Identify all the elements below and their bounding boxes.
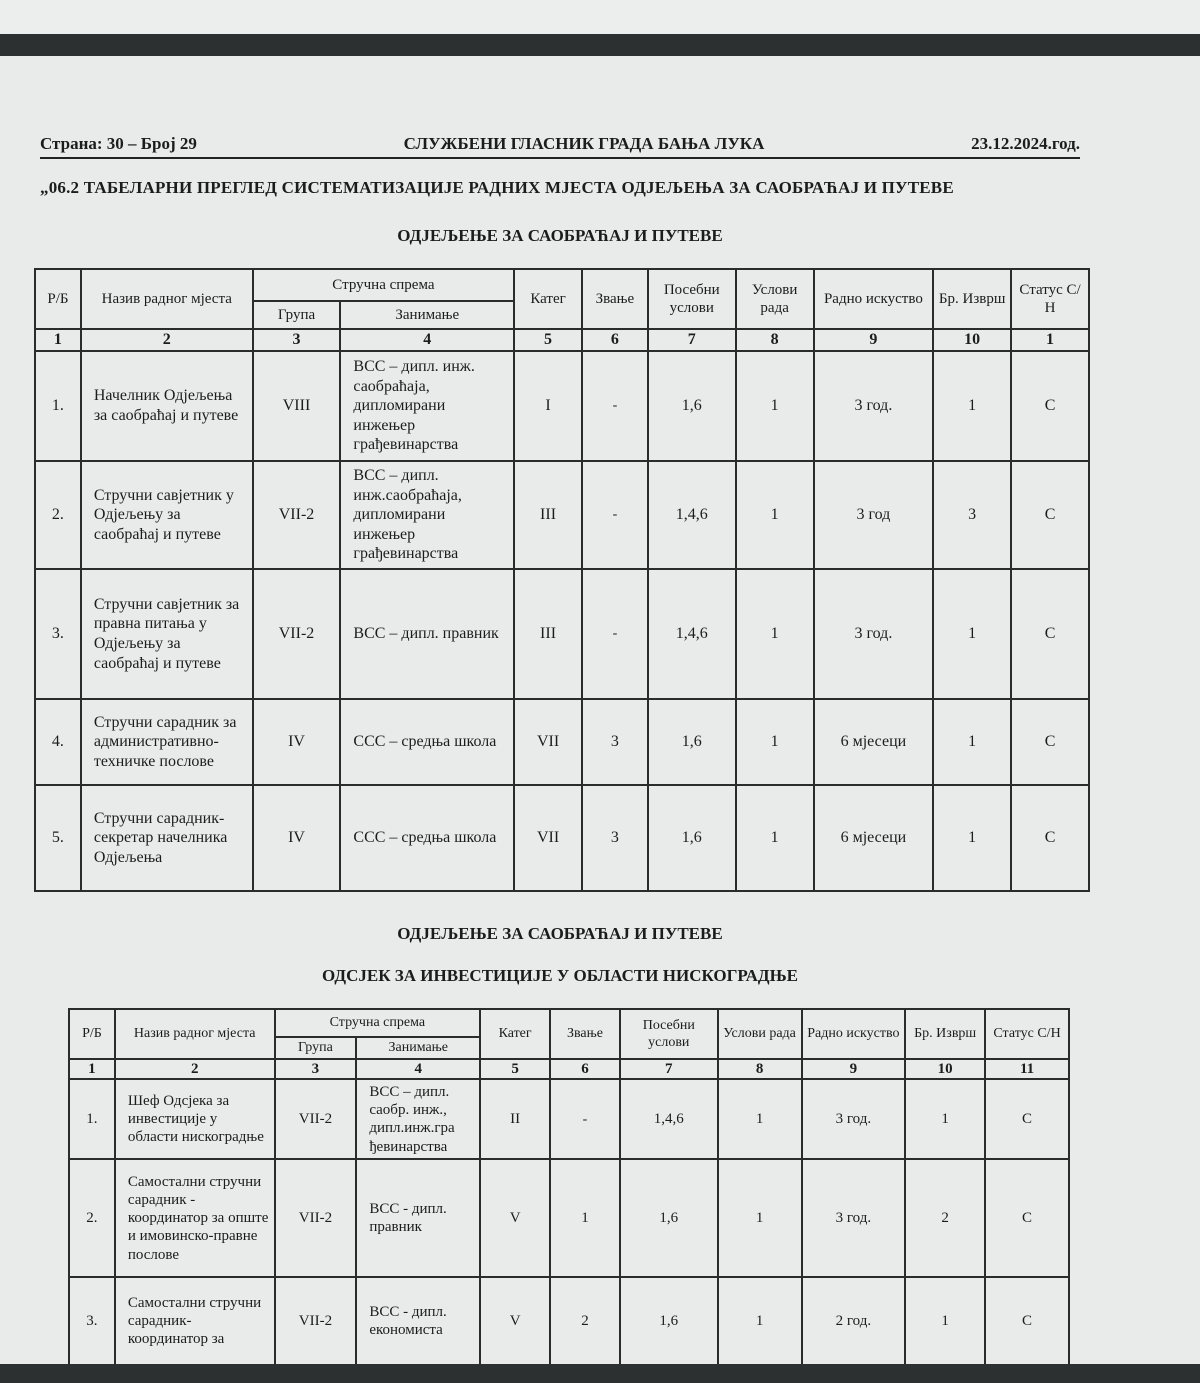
- cell-special: 1,4,6: [648, 461, 736, 569]
- th-rb: Р/Б: [35, 269, 81, 329]
- gazette-name: СЛУЖБЕНИ ГЛАСНИК ГРАДА БАЊА ЛУКА: [403, 134, 765, 153]
- cell-category: V: [480, 1277, 550, 1364]
- cell-rb: 4.: [35, 699, 81, 785]
- cell-count: 1: [933, 699, 1011, 785]
- cell-rank: -: [550, 1079, 620, 1159]
- cell-rb: 5.: [35, 785, 81, 891]
- cell-experience: 3 год.: [814, 569, 934, 699]
- col-number: 4: [340, 329, 514, 351]
- th-name: Назив радног мјеста: [115, 1009, 275, 1059]
- col-number: 9: [802, 1059, 906, 1079]
- th-occupation: Занимање: [340, 301, 514, 329]
- cell-experience: 3 год.: [802, 1159, 906, 1277]
- section1-title: ОДЈЕЉЕЊЕ ЗА САОБРАЋАЈ И ПУТЕВЕ: [397, 226, 723, 245]
- col-number: 5: [514, 329, 582, 351]
- cell-name: Шеф Одсјека за инвестиције у области нискоградње: [115, 1079, 275, 1159]
- cell-occupation: ССС – средња школа: [340, 699, 514, 785]
- cell-rb: 2.: [69, 1159, 115, 1277]
- cell-experience: 6 мјесеци: [814, 785, 934, 891]
- cell-name: Стручни савјетник за правна питања у Одјељењу за саобраћај и путеве: [81, 569, 253, 699]
- cell-work-cond: 1: [718, 1079, 802, 1159]
- cell-experience: 3 год: [814, 461, 934, 569]
- cell-count: 1: [905, 1277, 985, 1364]
- th-qualification: Стручна спрема: [253, 269, 514, 301]
- th-group: Група: [253, 301, 341, 329]
- cell-rb: 1.: [69, 1079, 115, 1159]
- th-name: Назив радног мјеста: [81, 269, 253, 329]
- table-row: [69, 1159, 1069, 1277]
- col-number: 3: [253, 329, 341, 351]
- col-number: 6: [550, 1059, 620, 1079]
- cell-special: 1,6: [620, 1277, 718, 1364]
- th-occupation: Занимање: [356, 1037, 480, 1059]
- table-row: [35, 351, 1089, 461]
- cell-occupation: ВСС - дипл. правник: [356, 1159, 480, 1277]
- cell-work-cond: 1: [718, 1277, 802, 1364]
- cell-count: 1: [905, 1079, 985, 1159]
- cell-rb: 2.: [35, 461, 81, 569]
- col-number: 5: [480, 1059, 550, 1079]
- th-category: Катег: [480, 1009, 550, 1059]
- cell-group: IV: [253, 785, 341, 891]
- cell-name: Стручни савјетник у Одјељењу за саобраћај и путеве: [81, 461, 253, 569]
- cell-status: С: [1011, 699, 1089, 785]
- cell-group: VII-2: [275, 1277, 357, 1364]
- cell-rb: 3.: [35, 569, 81, 699]
- th-status: Статус С/Н: [985, 1009, 1069, 1059]
- th-special-conditions: Посебни услови: [648, 269, 736, 329]
- cell-category: V: [480, 1159, 550, 1277]
- cell-rank: 1: [550, 1159, 620, 1277]
- th-rb: Р/Б: [69, 1009, 115, 1059]
- cell-count: 1: [933, 569, 1011, 699]
- table-row: [69, 1079, 1069, 1159]
- th-work-conditions: Услови рада: [718, 1009, 802, 1059]
- th-experience: Радно искуство: [814, 269, 934, 329]
- cell-category: VII: [514, 785, 582, 891]
- cell-name: Стручни сарадник- секретар начелника Одјељења: [81, 785, 253, 891]
- top-strip: [0, 0, 1200, 34]
- page-content: [0, 56, 1200, 1364]
- table-row: [35, 785, 1089, 891]
- cell-name: Самостални стручни сарадник- координатор за: [115, 1277, 275, 1364]
- cell-group: VII-2: [253, 569, 341, 699]
- cell-work-cond: 1: [736, 351, 814, 461]
- cell-occupation: ССС – средња школа: [340, 785, 514, 891]
- th-group: Група: [275, 1037, 357, 1059]
- cell-work-cond: 1: [736, 785, 814, 891]
- cell-status: С: [985, 1277, 1069, 1364]
- cell-rb: 3.: [69, 1277, 115, 1364]
- cell-group: VII-2: [275, 1159, 357, 1277]
- page-header: [40, 134, 1080, 159]
- col-number: 1: [35, 329, 81, 351]
- cell-occupation: ВСС – дипл. саобр. инж., дипл.инж.гра ђевинарства: [356, 1079, 480, 1159]
- cell-special: 1,4,6: [620, 1079, 718, 1159]
- cell-rank: 3: [582, 699, 648, 785]
- col-number: 1: [1011, 329, 1089, 351]
- cell-experience: 3 год.: [814, 351, 934, 461]
- cell-status: С: [1011, 785, 1089, 891]
- document-title: „06.2 ТАБЕЛАРНИ ПРЕГЛЕД СИСТЕМАТИЗАЦИЈЕ РАДНИХ МЈЕСТА ОДЈЕЉЕЊА ЗА САОБРАЋАЈ И ПУТЕВЕ: [40, 178, 954, 197]
- column-numbers-row: [69, 1059, 1069, 1079]
- cell-name: Начелник Одјељења за саобраћај и путеве: [81, 351, 253, 461]
- cell-category: I: [514, 351, 582, 461]
- table-row: [69, 1277, 1069, 1364]
- section2-subtitle: ОДСЈЕК ЗА ИНВЕСТИЦИЈЕ У ОБЛАСТИ НИСКОГРАДЊЕ: [322, 966, 798, 985]
- th-experience: Радно искуство: [802, 1009, 906, 1059]
- cell-group: VII-2: [275, 1079, 357, 1159]
- th-qualification: Стручна спрема: [275, 1009, 481, 1037]
- col-number: 10: [905, 1059, 985, 1079]
- th-count: Бр. Изврш: [933, 269, 1011, 329]
- cell-count: 1: [933, 785, 1011, 891]
- th-rank: Звање: [550, 1009, 620, 1059]
- th-work-conditions: Услови рада: [736, 269, 814, 329]
- cell-category: VII: [514, 699, 582, 785]
- cell-experience: 2 год.: [802, 1277, 906, 1364]
- th-special-conditions: Посебни услови: [620, 1009, 718, 1059]
- th-count: Бр. Изврш: [905, 1009, 985, 1059]
- table-row: [35, 461, 1089, 569]
- cell-status: С: [985, 1079, 1069, 1159]
- col-number: 10: [933, 329, 1011, 351]
- cell-experience: 6 мјесеци: [814, 699, 934, 785]
- th-rank: Звање: [582, 269, 648, 329]
- cell-group: VII-2: [253, 461, 341, 569]
- cell-group: IV: [253, 699, 341, 785]
- cell-rank: -: [582, 569, 648, 699]
- cell-rank: 3: [582, 785, 648, 891]
- col-number: 9: [814, 329, 934, 351]
- col-number: 11: [985, 1059, 1069, 1079]
- cell-status: С: [1011, 569, 1089, 699]
- cell-special: 1,6: [648, 351, 736, 461]
- col-number: 2: [115, 1059, 275, 1079]
- page-issue: Страна: 30 – Број 29: [40, 134, 197, 153]
- table-investment-section: [68, 1008, 1070, 1364]
- cell-work-cond: 1: [736, 569, 814, 699]
- cell-work-cond: 1: [736, 461, 814, 569]
- cell-status: С: [1011, 461, 1089, 569]
- cell-occupation: ВСС - дипл. економиста: [356, 1277, 480, 1364]
- cell-occupation: ВСС – дипл. правник: [340, 569, 514, 699]
- col-number: 7: [648, 329, 736, 351]
- cell-count: 2: [905, 1159, 985, 1277]
- column-numbers-row: [35, 329, 1089, 351]
- table-row: [35, 699, 1089, 785]
- cell-group: VIII: [253, 351, 341, 461]
- cell-work-cond: 1: [718, 1159, 802, 1277]
- cell-rank: -: [582, 461, 648, 569]
- cell-status: С: [985, 1159, 1069, 1277]
- cell-rank: -: [582, 351, 648, 461]
- col-number: 2: [81, 329, 253, 351]
- gazette-date: 23.12.2024.год.: [971, 134, 1080, 153]
- cell-special: 1,6: [620, 1159, 718, 1277]
- cell-occupation: ВСС – дипл. инж.саобраћаја, дипломирани инжењер грађевинарства: [340, 461, 514, 569]
- cell-experience: 3 год.: [802, 1079, 906, 1159]
- cell-name: Самостални стручни сарадник - координатор за опште и имовинско-правне послове: [115, 1159, 275, 1277]
- col-number: 8: [718, 1059, 802, 1079]
- cell-special: 1,4,6: [648, 569, 736, 699]
- cell-category: III: [514, 461, 582, 569]
- cell-count: 1: [933, 351, 1011, 461]
- document-page: [0, 56, 1200, 1364]
- cell-occupation: ВСС – дипл. инж. саобраћаја, дипломирани инжењер грађевинарства: [340, 351, 514, 461]
- col-number: 3: [275, 1059, 357, 1079]
- table-department: [34, 268, 1090, 892]
- col-number: 1: [69, 1059, 115, 1079]
- cell-special: 1,6: [648, 785, 736, 891]
- cell-special: 1,6: [648, 699, 736, 785]
- cell-count: 3: [933, 461, 1011, 569]
- cell-category: III: [514, 569, 582, 699]
- th-status: Статус С/Н: [1011, 269, 1089, 329]
- col-number: 4: [356, 1059, 480, 1079]
- cell-name: Стручни сарадник за административно-техничке послове: [81, 699, 253, 785]
- col-number: 8: [736, 329, 814, 351]
- cell-rank: 2: [550, 1277, 620, 1364]
- cell-category: II: [480, 1079, 550, 1159]
- section2-title: ОДЈЕЉЕЊЕ ЗА САОБРАЋАЈ И ПУТЕВЕ: [397, 924, 723, 943]
- cell-status: С: [1011, 351, 1089, 461]
- cell-rb: 1.: [35, 351, 81, 461]
- col-number: 7: [620, 1059, 718, 1079]
- table-row: [35, 569, 1089, 699]
- th-category: Катег: [514, 269, 582, 329]
- cell-work-cond: 1: [736, 699, 814, 785]
- col-number: 6: [582, 329, 648, 351]
